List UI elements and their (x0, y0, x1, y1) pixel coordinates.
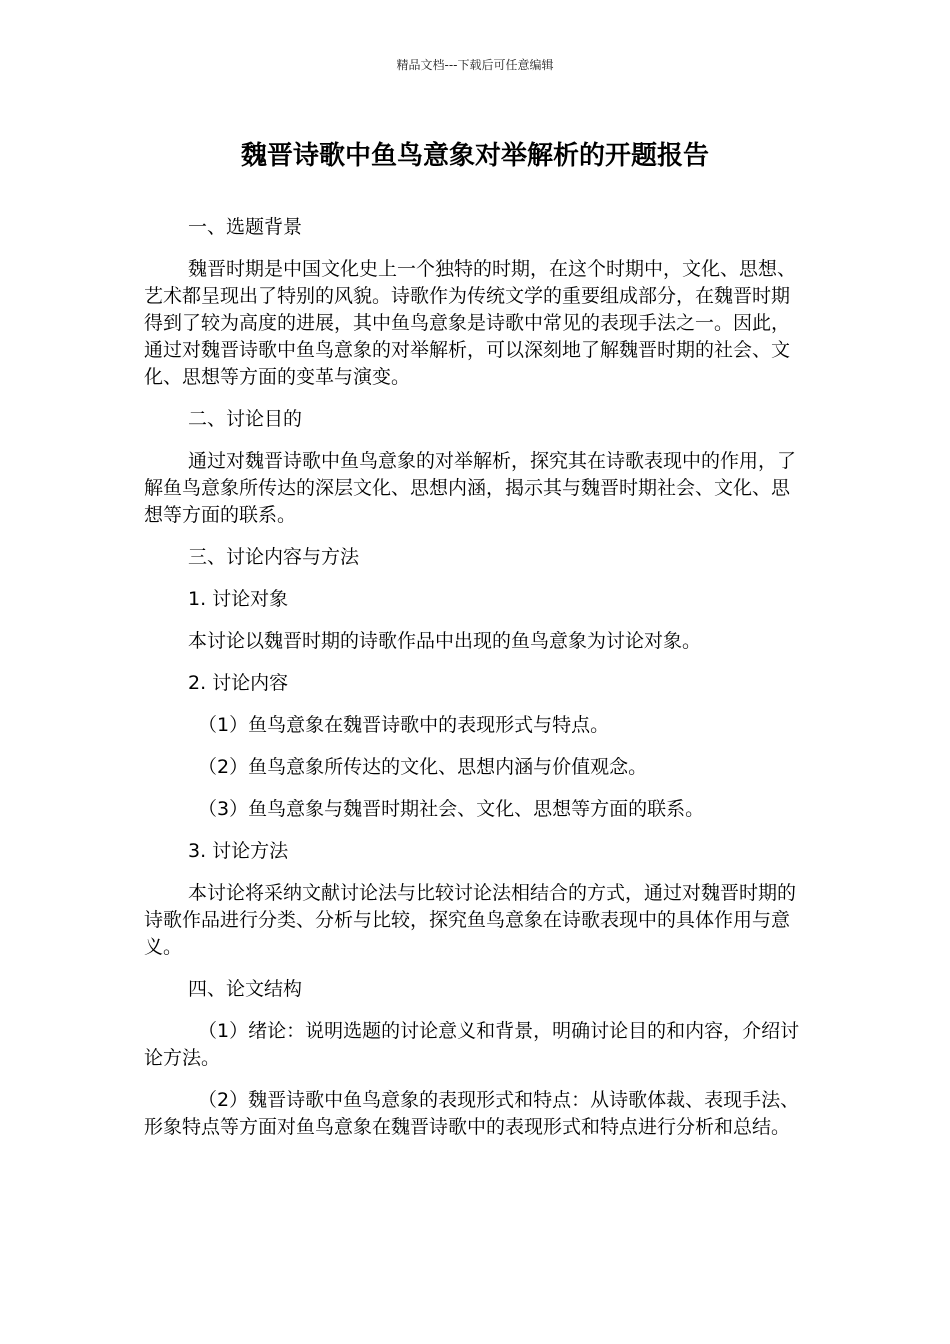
subsection-heading-object: 1. 讨论对象 (188, 588, 289, 610)
subsection-heading-method: 3. 讨论方法 (188, 840, 289, 862)
paragraph-background: 魏晋时期是中国文化史上一个独特的时期，在这个时期中，文化、思想、艺术都呈现出了特别的风貌。诗歌作为传统文学的重要组成部分，在魏晋时期得到了较为高度的进展，其中鱼鸟意象是诗歌中常见的表现手法之一。因此，通过对魏晋诗歌中鱼鸟意象的对举解析，可以深刻地了解魏晋时期的社会、文化、思想等方面的变革与演变。 (144, 258, 797, 388)
section-heading-content-method: 三、讨论内容与方法 (188, 546, 360, 568)
list-item-content-3: （3）鱼鸟意象与魏晋时期社会、文化、思想等方面的联系。 (198, 798, 705, 820)
list-item-structure-2: （2）魏晋诗歌中鱼鸟意象的表现形式和特点：从诗歌体裁、表现手法、形象特点等方面对鱼鸟意象在魏晋诗歌中的表现形式和特点进行分析和总结。 (144, 1089, 800, 1138)
paragraph-method: 本讨论将采纳文献讨论法与比较讨论法相结合的方式，通过对魏晋时期的诗歌作品进行分类、分析与比较，探究鱼鸟意象在诗歌表现中的具体作用与意义。 (144, 882, 797, 958)
section-heading-background: 一、选题背景 (188, 216, 303, 238)
subsection-heading-content: 2. 讨论内容 (188, 672, 289, 694)
section-heading-purpose: 二、讨论目的 (188, 408, 303, 430)
page-header-note: 精品文档---下载后可任意编辑 (396, 58, 554, 72)
document-title: 魏晋诗歌中鱼鸟意象对举解析的开题报告 (240, 141, 709, 171)
list-item-structure-1: （1）绪论：说明选题的讨论意义和背景，明确讨论目的和内容，介绍讨论方法。 (144, 1020, 800, 1069)
paragraph-purpose: 通过对魏晋诗歌中鱼鸟意象的对举解析，探究其在诗歌表现中的作用，了解鱼鸟意象所传达的深层文化、思想内涵，揭示其与魏晋时期社会、文化、思想等方面的联系。 (144, 450, 797, 526)
list-item-content-2: （2）鱼鸟意象所传达的文化、思想内涵与价值观念。 (198, 756, 648, 778)
paragraph-object: 本讨论以魏晋时期的诗歌作品中出现的鱼鸟意象为讨论对象。 (188, 630, 702, 652)
section-heading-structure: 四、论文结构 (188, 978, 303, 1000)
document-body (144, 214, 806, 1156)
list-item-content-1: （1）鱼鸟意象在魏晋诗歌中的表现形式与特点。 (198, 714, 610, 736)
